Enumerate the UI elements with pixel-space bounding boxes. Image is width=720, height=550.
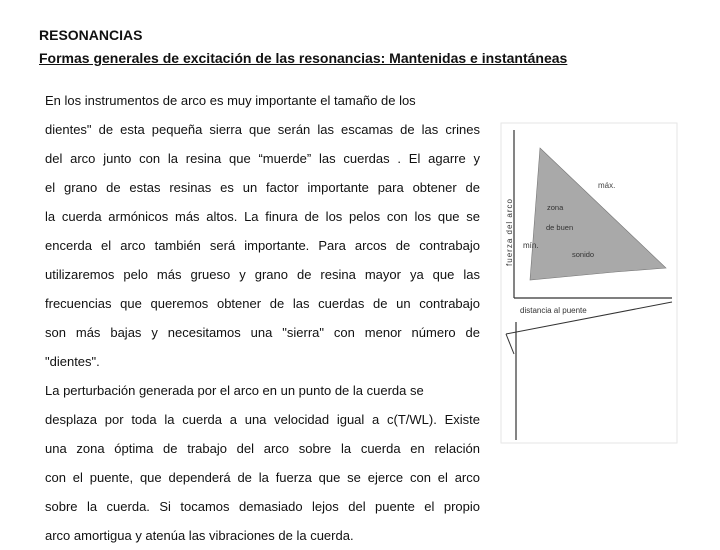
- body-line: utilizaremos pelo más grueso y grano de resina mayor ya que las: [45, 267, 480, 282]
- min-label: mín.: [523, 241, 539, 250]
- page-subtitle: Formas generales de excitación de las resonancias: Mantenidas e instantáneas: [39, 50, 568, 66]
- body-line: frecuencias que queremos obtener de las cuerdas de un contrabajo: [45, 296, 480, 311]
- body-line: arco amortigua y atenúa las vibraciones de la cuerda.: [45, 528, 354, 543]
- body-line: En los instrumentos de arco es muy importante el tamaño de los: [45, 93, 416, 108]
- zone-label-1: zona: [547, 203, 564, 212]
- figure-frame: [501, 123, 677, 443]
- y-axis-label: fuerza del arco: [505, 198, 514, 266]
- body-line: dientes" de esta pequeña sierra que serán las escamas de las crines: [45, 122, 480, 137]
- body-line: el grano de estas resinas es un factor importante para obtener de: [45, 180, 480, 195]
- body-line: del arco junto con la resina que “muerde” las cuerdas . El agarre y: [45, 151, 480, 166]
- x-axis-label: distancia al puente: [520, 306, 587, 315]
- body-line: "dientes".: [45, 354, 100, 369]
- page-title: RESONANCIAS: [39, 27, 143, 43]
- body-line: encerda el arco también será importante. Para arcos de contrabajo: [45, 238, 480, 253]
- body-line: desplaza por toda la cuerda a una velocidad igual a c(T/WL). Existe: [45, 412, 480, 427]
- body-line: la cuerda armónicos más altos. La finura de los pelos con los que se: [45, 209, 480, 224]
- good-sound-zone: [530, 148, 666, 280]
- zone-label-3: sonido: [572, 250, 595, 259]
- zone-label-2: de buen: [546, 223, 574, 232]
- body-line: una zona óptima de trabajo del arco sobre la cuerda en relación: [45, 441, 480, 456]
- body-text: [45, 86, 480, 550]
- string-slope-short: [506, 334, 514, 354]
- bow-force-diagram: [500, 122, 678, 444]
- body-line: La perturbación generada por el arco en un punto de la cuerda se: [45, 383, 424, 398]
- body-line: son más bajas y necesitamos una "sierra" con menor número de: [45, 325, 480, 340]
- body-line: con el puente, que dependerá de la fuerza que se ejerce con el arco: [45, 470, 480, 485]
- body-line: sobre la cuerda. Si tocamos demasiado lejos del puente el propio: [45, 499, 480, 514]
- bow-force-figure: [500, 122, 678, 444]
- max-label: máx.: [598, 181, 616, 190]
